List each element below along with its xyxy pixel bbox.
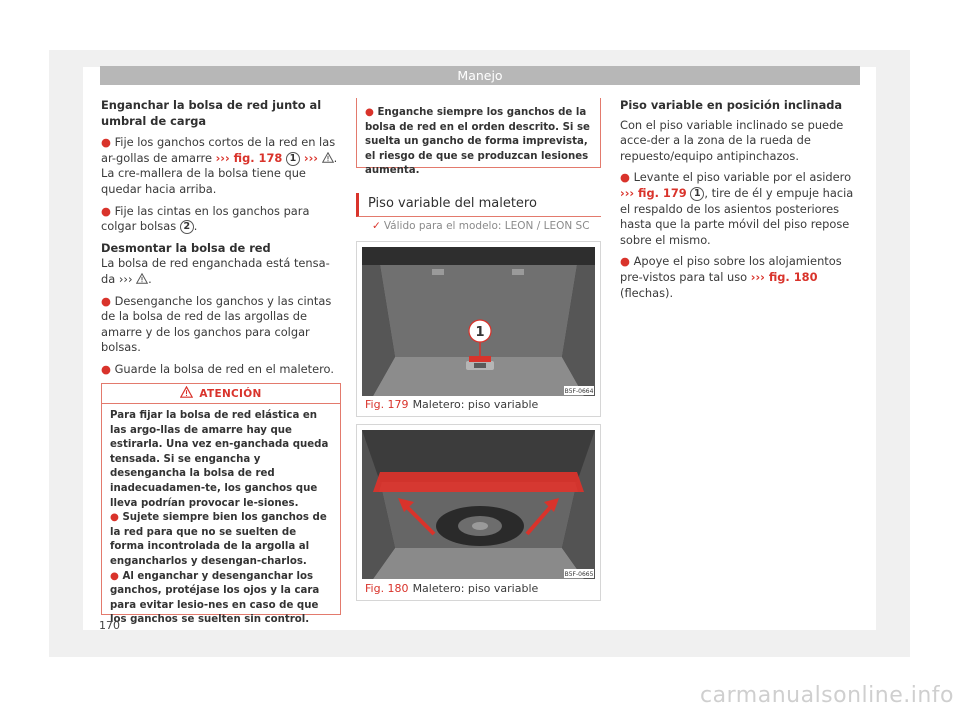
trunk-floor-illustration — [362, 247, 595, 396]
marker-1: 1 — [475, 325, 485, 340]
page-header: Manejo — [100, 66, 860, 85]
callout-number: 1 — [690, 187, 704, 201]
figure-code: B5F-0664 — [564, 388, 594, 395]
note-box: ● Enganche siempre los ganchos de la bolsa de red en el orden descrito. Si se suelta un gancho de forma imprevista, el riesgo de que se produzcan lesiones aumenta. — [356, 98, 601, 168]
link-fig-178[interactable]: ››› fig. 178 — [215, 150, 283, 165]
figure-caption: Fig. 180 Maletero: piso variable — [365, 582, 539, 595]
list-item: ● Guarde la bolsa de red en el maletero. — [101, 361, 334, 376]
list-item: ● Apoye el piso sobre los alojamientos pre-vistos para tal uso ››› fig. 180 (flechas). — [620, 254, 842, 300]
watermark: carmanualsonline.info — [700, 683, 954, 708]
warning-triangle-icon — [136, 273, 148, 284]
trunk-spare-wheel-illustration — [362, 430, 595, 579]
figure-179-image — [362, 247, 595, 396]
validity-note: ✓ Válido para el modelo: LEON / LEON SC — [372, 220, 590, 232]
figure-180-image — [362, 430, 595, 579]
bullet-icon: ● — [101, 293, 111, 308]
page-number: 170 — [99, 619, 120, 632]
paragraph: Con el piso variable inclinado se puede acce-der a la zona de la rueda de repuesto/equipo antipinchazos. — [620, 117, 844, 163]
bullet-icon: ● — [101, 135, 111, 150]
callout-number: 2 — [180, 220, 194, 234]
column-left — [101, 98, 341, 384]
warning-body — [102, 404, 340, 633]
figure-179 — [356, 241, 601, 417]
bullet-icon: ● — [365, 107, 374, 118]
column-right — [620, 98, 860, 307]
warning-box — [101, 383, 341, 626]
bullet-icon: ● — [110, 512, 119, 524]
list-item: ● Levante el piso variable por el asidero ››› fig. 179 1 , tire de él y empuje hacia el respaldo de los asientos posteriores hasta que la parte móvil del piso repose sobre el mismo. — [620, 170, 854, 247]
warning-triangle-icon — [180, 386, 193, 398]
list-item: ● Desenganche los ganchos y las cintas de la bolsa de red de las argollas de amarre y de los ganchos para colgar bolsas. — [101, 293, 332, 355]
bullet-icon: ● — [110, 570, 119, 582]
figure-180 — [356, 424, 601, 601]
bullet-icon: ● — [101, 361, 111, 376]
bullet-icon: ● — [620, 254, 630, 269]
heading-piso-inclinado: Piso variable en posición inclinada — [620, 98, 843, 112]
figure-caption: Fig. 179 Maletero: piso variable — [365, 398, 539, 411]
bullet-icon: ● — [620, 170, 630, 185]
link-fig-179[interactable]: ››› fig. 179 — [620, 185, 687, 200]
link-fig-180[interactable]: ››› fig. 180 — [750, 269, 818, 284]
heading-enganchar: Enganchar la bolsa de red junto al umbral de carga — [101, 98, 322, 128]
warning-triangle-icon — [322, 152, 334, 163]
section-title: Piso variable del maletero — [356, 193, 601, 217]
bullet-icon: ● — [101, 203, 111, 218]
list-item: ● Fije los ganchos cortos de la red en las ar-gollas de amarre ››› fig. 178 1 ››› . La cre-mallera de la bolsa tiene que quedar hacia arriba. — [101, 135, 338, 196]
callout-number: 1 — [286, 152, 300, 166]
warning-header: ATENCIÓN — [102, 384, 340, 404]
checkmark-icon: ✓ — [372, 220, 381, 232]
warning-text: Para fijar la bolsa de red elástica en las argo-llas de amarre hay que estirarla. Una vez en-ganchada queda tensada. Si se engancha y desengancha la bolsa de red inadecuadamen-te, los ganchos que lleva podrían provocar le-siones. — [110, 410, 329, 509]
figure-code: B5F-0665 — [564, 571, 594, 578]
heading-desmontar: Desmontar la bolsa de red — [101, 240, 271, 255]
list-item: ● Fije las cintas en los ganchos para colgar bolsas 2 . — [101, 203, 310, 234]
list-item: ● Sujete siempre bien los ganchos de la red para que no se suelten de forma incontrolada de la argolla al engancharlos y desengan-charlos. — [110, 512, 327, 567]
paragraph: La bolsa de red enganchada está tensa-da ››› . — [101, 256, 330, 286]
list-item: ● Al enganchar y desenganchar los ganchos, protéjase los ojos y la cara para evitar lesio-nes en caso de que los ganchos se suelten sin control. — [110, 570, 320, 626]
